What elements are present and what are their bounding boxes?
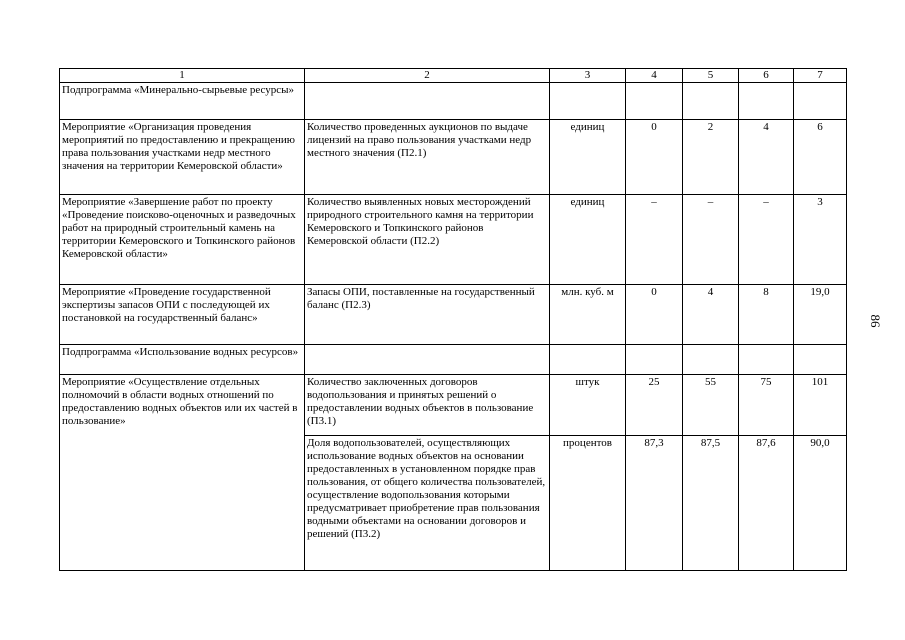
indicator-cell: Количество проведенных аукционов по выдаче лицензий на право пользования участками недр местного значения (П2.1) — [305, 120, 550, 195]
header-col-6: 6 — [739, 69, 794, 83]
table-row — [60, 83, 847, 120]
value-cell-6: 87,6 — [739, 436, 794, 571]
value-cell-6: 4 — [739, 120, 794, 195]
value-cell-5 — [683, 345, 739, 375]
unit-cell: единиц — [550, 195, 626, 285]
value-cell-6: – — [739, 195, 794, 285]
unit-cell — [550, 83, 626, 120]
indicators-table — [59, 68, 847, 571]
value-cell-6 — [739, 345, 794, 375]
indicator-cell: Доля водопользователей, осуществляющих использование водных объектов на основании предоставленных в установленном порядке прав пользования, от общего количества пользователей, осуществление водопользования которыми предусматривает приобретение прав пользования водными объектами на основании договоров и решений (П3.2) — [305, 436, 550, 571]
value-cell-5: 55 — [683, 375, 739, 436]
value-cell-6 — [739, 83, 794, 120]
table-row — [60, 120, 847, 195]
header-col-1: 1 — [60, 69, 305, 83]
value-cell-6: 75 — [739, 375, 794, 436]
header-col-4: 4 — [626, 69, 683, 83]
header-row — [60, 69, 847, 83]
value-cell-5: – — [683, 195, 739, 285]
value-cell-4: 0 — [626, 120, 683, 195]
subprogram-cell: Подпрограмма «Использование водных ресурсов» — [60, 345, 305, 375]
table-row — [60, 195, 847, 285]
value-cell-7: 6 — [794, 120, 847, 195]
value-cell-7: 3 — [794, 195, 847, 285]
header-col-5: 5 — [683, 69, 739, 83]
value-cell-4 — [626, 83, 683, 120]
table-row — [60, 345, 847, 375]
unit-cell: млн. куб. м — [550, 285, 626, 345]
indicator-cell — [305, 345, 550, 375]
value-cell-5: 4 — [683, 285, 739, 345]
subprogram-cell: Подпрограмма «Минерально-сырьевые ресурсы» — [60, 83, 305, 120]
value-cell-5 — [683, 83, 739, 120]
activity-cell: Мероприятие «Осуществление отдельных полномочий в области водных отношений по предоставлению водных объектов или их частей в пользование» — [60, 375, 305, 571]
value-cell-7: 90,0 — [794, 436, 847, 571]
header-col-3: 3 — [550, 69, 626, 83]
header-col-7: 7 — [794, 69, 847, 83]
indicator-cell — [305, 83, 550, 120]
table-row — [60, 285, 847, 345]
value-cell-6: 8 — [739, 285, 794, 345]
indicator-cell: Запасы ОПИ, поставленные на государственный баланс (П2.3) — [305, 285, 550, 345]
indicator-cell: Количество выявленных новых месторождений природного строительного камня на территории Кемеровского и Топкинского районов Кемеровской области (П2.2) — [305, 195, 550, 285]
value-cell-7 — [794, 83, 847, 120]
unit-cell: штук — [550, 375, 626, 436]
value-cell-4 — [626, 345, 683, 375]
activity-cell: Мероприятие «Проведение государственной экспертизы запасов ОПИ с последующей их постановкой на государственный баланс» — [60, 285, 305, 345]
value-cell-5: 87,5 — [683, 436, 739, 571]
indicator-cell: Количество заключенных договоров водопользования и принятых решений о предоставлении водных объектов в пользование (П3.1) — [305, 375, 550, 436]
value-cell-4: – — [626, 195, 683, 285]
unit-cell — [550, 345, 626, 375]
value-cell-4: 0 — [626, 285, 683, 345]
value-cell-7: 19,0 — [794, 285, 847, 345]
page-number: 86 — [868, 314, 883, 328]
value-cell-5: 2 — [683, 120, 739, 195]
unit-cell: процентов — [550, 436, 626, 571]
value-cell-4: 25 — [626, 375, 683, 436]
activity-cell: Мероприятие «Завершение работ по проекту «Проведение поисково-оценочных и разведочных работ на природный строительный камень на территории Кемеровского и Топкинского районов Кемеровской области» — [60, 195, 305, 285]
activity-cell: Мероприятие «Организация проведения мероприятий по предоставлению и прекращению права пользования участками недр местного значения на территории Кемеровской области» — [60, 120, 305, 195]
header-col-2: 2 — [305, 69, 550, 83]
table-row — [60, 375, 847, 436]
value-cell-7 — [794, 345, 847, 375]
value-cell-4: 87,3 — [626, 436, 683, 571]
unit-cell: единиц — [550, 120, 626, 195]
value-cell-7: 101 — [794, 375, 847, 436]
